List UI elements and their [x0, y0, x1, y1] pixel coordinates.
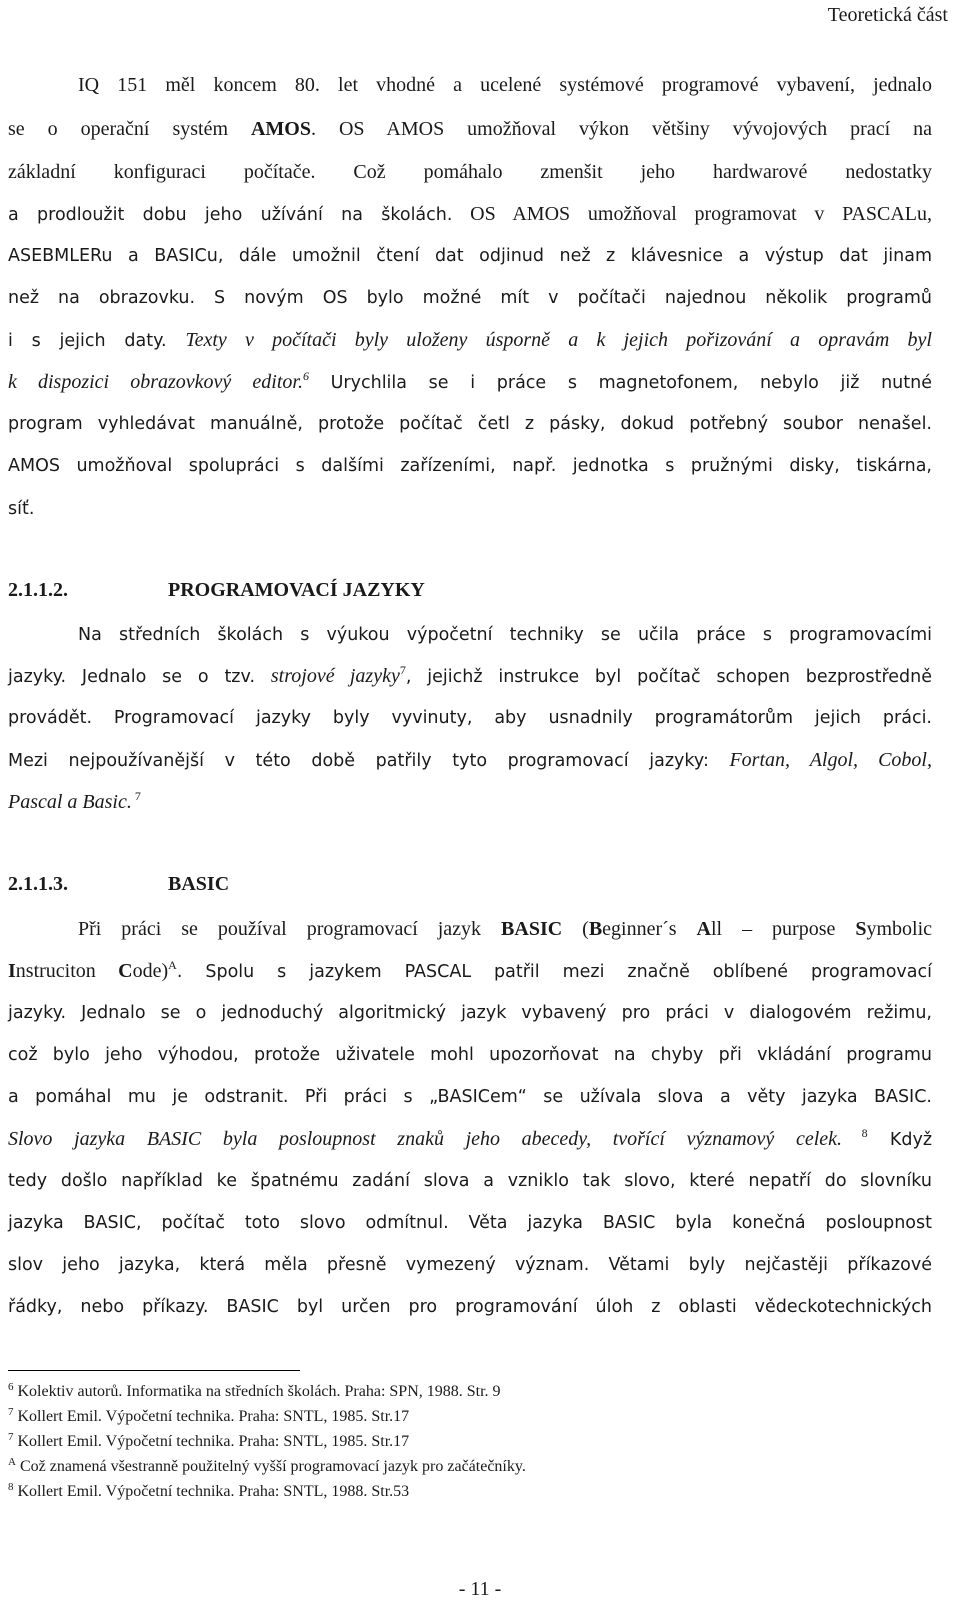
text-line: Při práci se používal programovací jazyk BASIC (Beginner´s All – purpose Symbolic	[78, 918, 933, 940]
page-number: - 11 -	[458, 1578, 502, 1600]
section-title: PROGRAMOVACÍ JAZYKY	[168, 579, 425, 601]
text-line: jazyka BASIC, počítač toto slovo odmítnul. Věta jazyka BASIC byla konečná posloupnost	[8, 1213, 932, 1233]
text-line: což bylo jeho výhodou, protože uživatele mohl upozorňovat na chyby při vkládání programu	[8, 1045, 932, 1065]
section-number: 2.1.1.3.	[8, 873, 68, 895]
text-line: jazyky. Jednalo se o jednoduchý algoritmický jazyk vybavený pro práci v dialogovém režimu,	[8, 1003, 932, 1023]
section-title: BASIC	[168, 873, 230, 895]
text-line: program vyhledávat manuálně, protože počítač četl z pásky, dokud potřebný soubor nenašel.	[8, 414, 932, 434]
text-line: Mezi nejpoužívanější v této době patřily tyto programovací jazyky: Fortan, Algol, Cobol,	[8, 749, 932, 771]
footnote: $^A$ Což znamená všestranně použitelný vyšší programovací jazyk pro začátečníky.	[8, 1456, 526, 1475]
text-line: AMOS umožňoval spolupráci s dalšími zařízeními, např. jednotka s pružnými disky, tiskárna,	[8, 456, 932, 476]
footnote-ref: 6	[302, 369, 309, 383]
text-line: než na obrazovku. S novým OS bylo možné mít v počítači najednou několik programů	[8, 288, 932, 308]
text-line: a pomáhal mu je odstranit. Při práci s „BASICem“ se užívala slova a věty jazyka BASIC.	[8, 1087, 932, 1107]
text-line: základní konfiguraci počítače. Což pomáhalo zmenšit jeho hardwarové nedostatky	[8, 161, 932, 183]
footnote: $^7$ Kollert Emil. Výpočetní technika. Praha: SNTL, 1985. Str.17	[8, 1406, 410, 1425]
text-line: slov jeho jazyka, která měla přesně vymezený význam. Větami byly nejčastěji příkazové	[8, 1255, 932, 1275]
text-line: Instruciton Code)$^A$. Spolu s jazykem PASCAL patřil mezi značně oblíbené programovací	[8, 958, 932, 982]
text-line: IQ 151 měl koncem 80. let vhodné a ucelené systémové programové vybavení, jednalo	[78, 74, 932, 96]
text-line: síť.	[8, 499, 35, 519]
text-line: řádky, nebo příkazy. BASIC byl určen pro programování úloh z oblasti vědeckotechnických	[8, 1297, 932, 1317]
text-line: Slovo jazyka BASIC byla posloupnost znaků jeho abecedy, tvořící významový celek. $^8$ Když	[8, 1126, 933, 1150]
footnote: $^6$ Kolektiv autorů. Informatika na středních školách. Praha: SPN, 1988. Str. 9	[8, 1381, 501, 1400]
footnote-separator	[8, 1370, 300, 1371]
text-line: i s jejich daty. Texty v počítači byly uloženy úsporně a k jejich pořizování a opravám byl	[8, 329, 932, 351]
footnote-ref: 8	[842, 1126, 868, 1140]
footnote-ref: A	[168, 958, 177, 972]
footnote: $^7$ Kollert Emil. Výpočetní technika. Praha: SNTL, 1985. Str.17	[8, 1431, 410, 1450]
text-line: k dispozici obrazovkový editor.$^6$ Urychlila se i práce s magnetofonem, nebylo již nutné	[8, 369, 932, 393]
running-header: Teoretická část	[827, 4, 948, 26]
text-line: provádět. Programovací jazyky byly vyvinuty, aby usnadnily programátorům jejich práci.	[8, 708, 932, 728]
section-number: 2.1.1.2.	[8, 579, 68, 601]
text-line: a prodloužit dobu jeho užívání na školách. OS AMOS umožňoval programovat v PASCALu,	[8, 203, 933, 225]
text-line: ASEBMLERu a BASICu, dále umožnil čtení dat odjinud než z klávesnice a výstup dat jinam	[8, 246, 932, 266]
footnote-ref: 7	[131, 789, 141, 803]
text-line: Pascal a Basic. $^7$	[8, 789, 141, 813]
text-line: jazyky. Jednalo se o tzv. strojové jazyky$^7$, jejichž instrukce byl počítač schopen bezprostředně	[8, 663, 932, 687]
text-line: tedy došlo například ke špatnému zadání slova a vzniklo tak slovo, které nepatří do slovníku	[8, 1171, 932, 1191]
footnote: $^8$ Kollert Emil. Výpočetní technika. Praha: SNTL, 1988. Str.53	[8, 1481, 410, 1500]
text-line: se o operační systém AMOS. OS AMOS umožňoval výkon většiny vývojových prací na	[8, 118, 932, 140]
footnote-ref: 7	[399, 663, 406, 677]
text-line: Na středních školách s výukou výpočetní techniky se učila práce s programovacími	[78, 625, 932, 645]
